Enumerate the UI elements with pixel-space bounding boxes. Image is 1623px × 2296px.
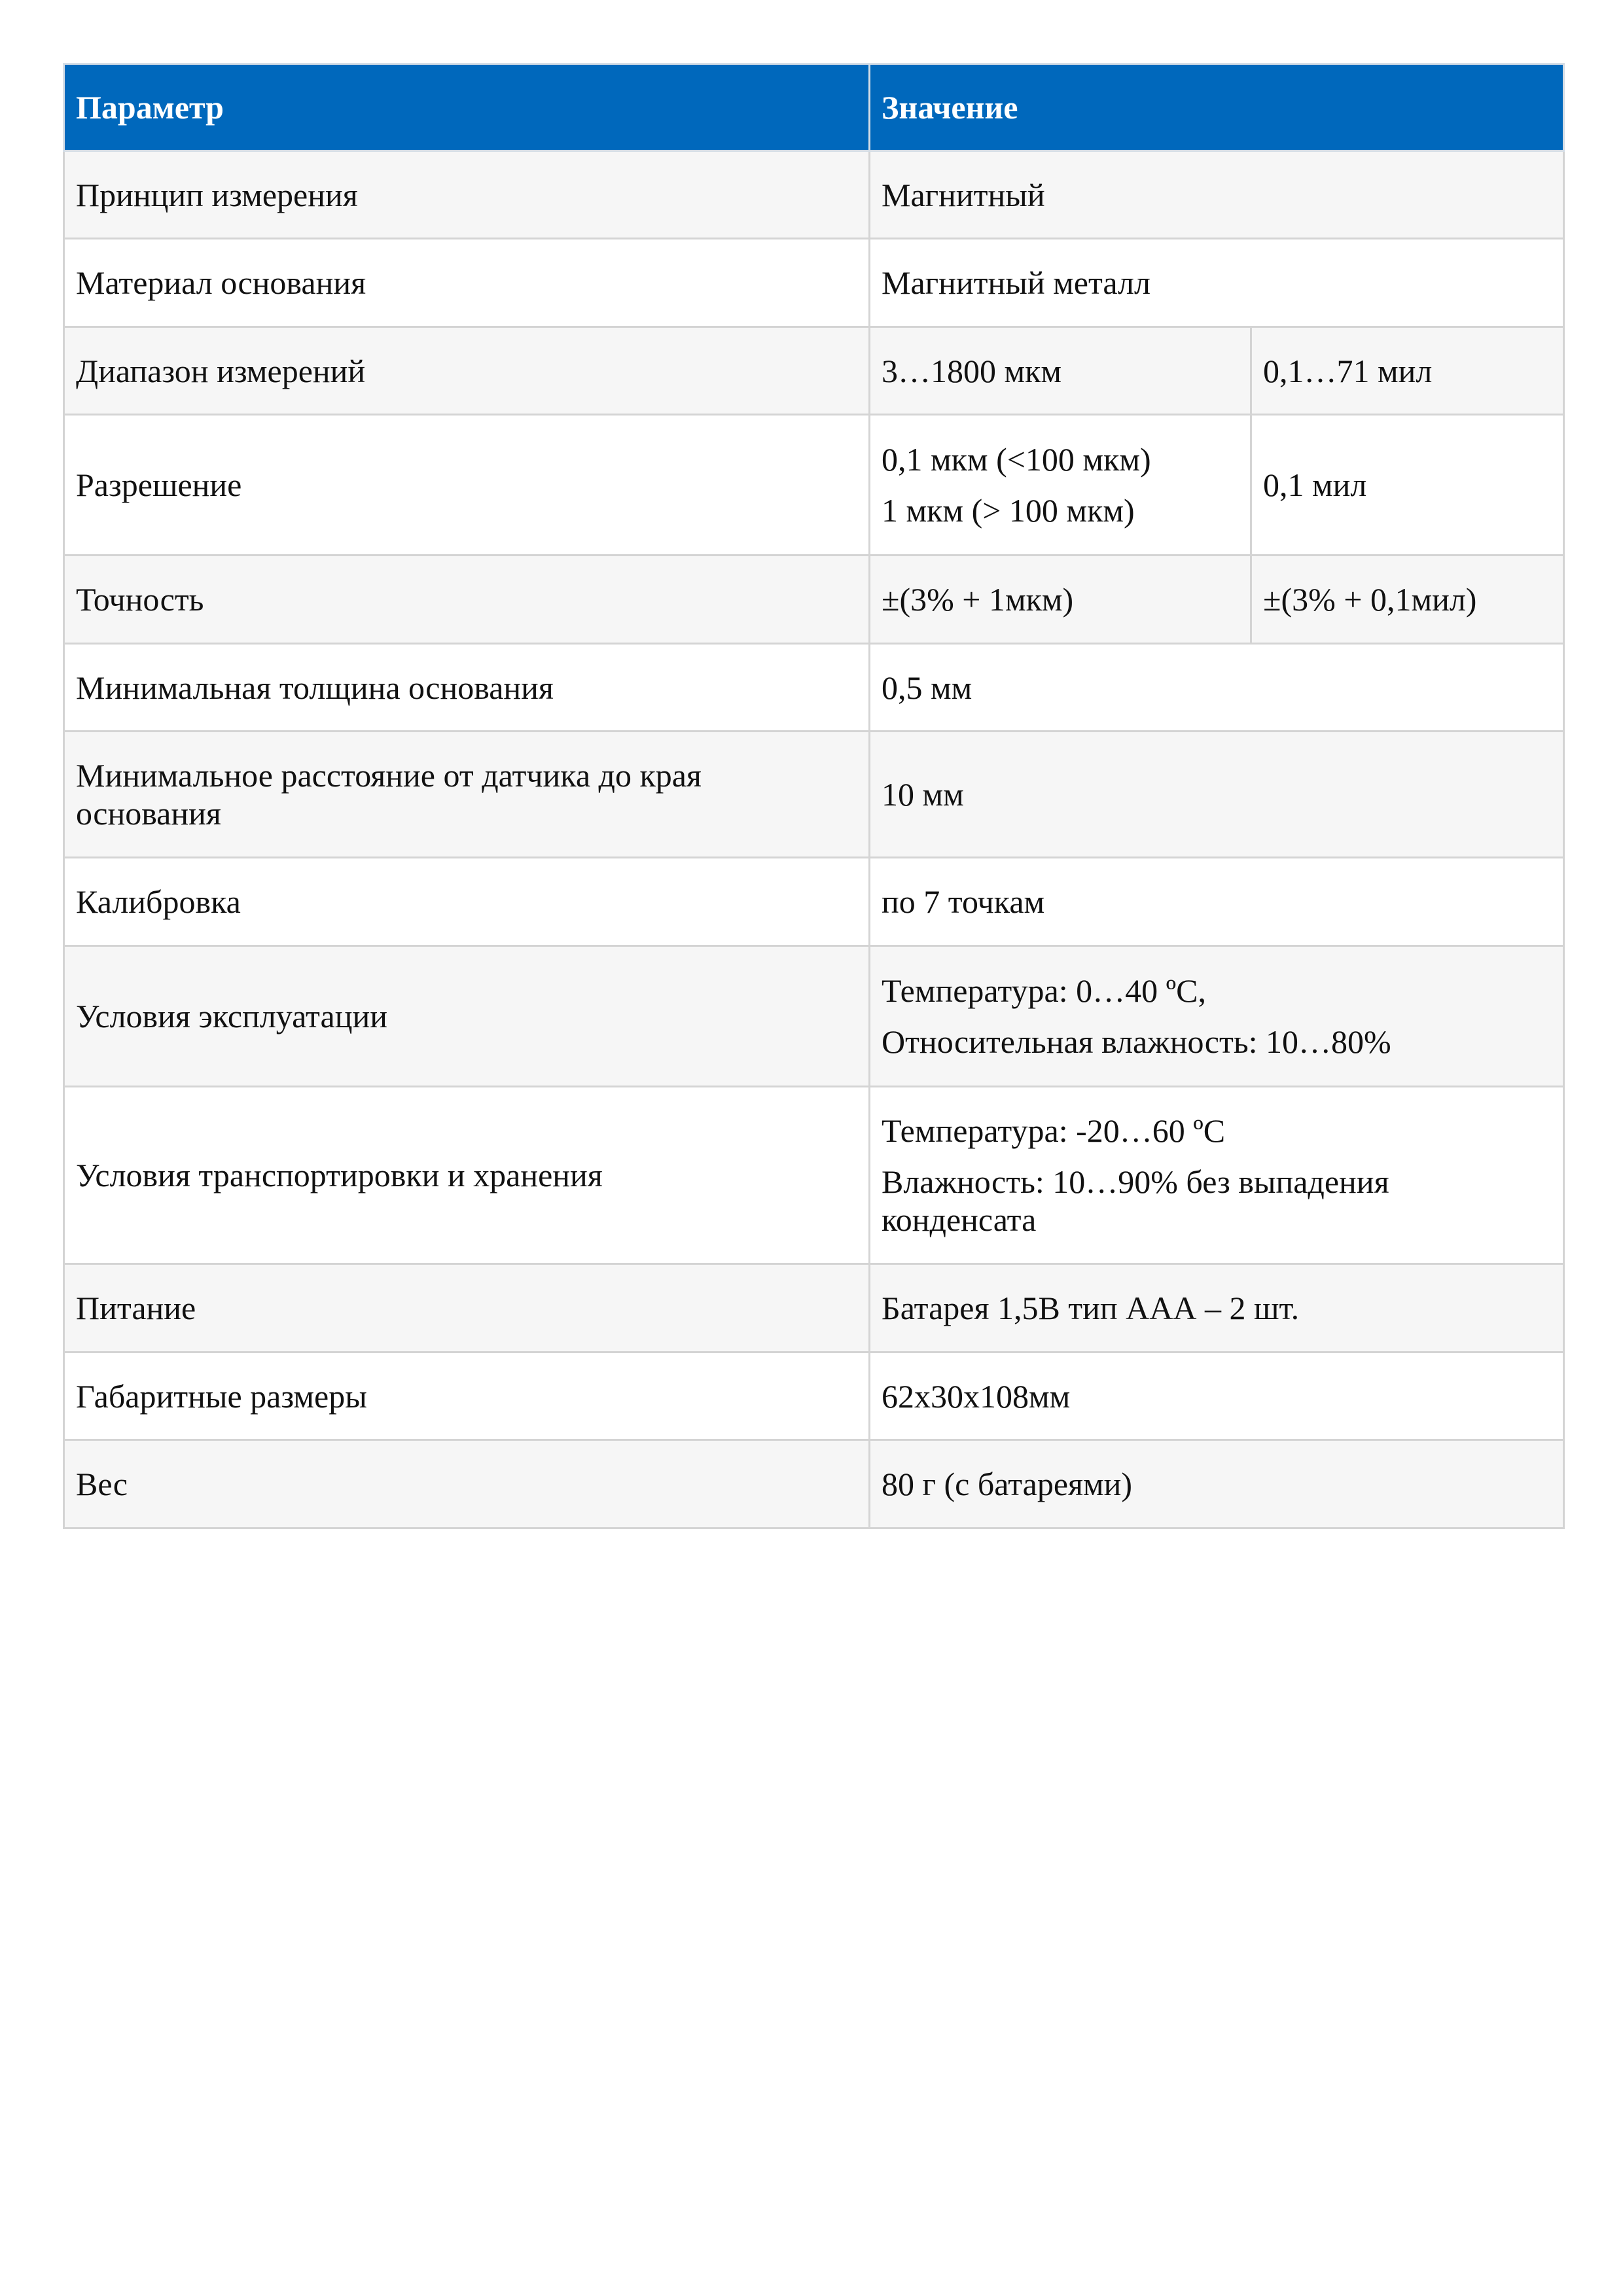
param-cell: Диапазон измерений	[64, 327, 870, 415]
value-cell: 80 г (с батареями)	[870, 1440, 1564, 1528]
header-parameter: Параметр	[64, 64, 870, 151]
table-row	[64, 415, 1564, 556]
table-row	[64, 556, 1564, 644]
table-header	[64, 64, 1564, 151]
value-cell	[870, 1087, 1564, 1264]
param-cell: Точность	[64, 556, 870, 644]
value-cell	[870, 946, 1564, 1087]
param-cell: Калибровка	[64, 858, 870, 946]
param-cell: Разрешение	[64, 415, 870, 556]
table-row	[64, 1264, 1564, 1352]
value-cell: по 7 точкам	[870, 858, 1564, 946]
param-cell: Питание	[64, 1264, 870, 1352]
value-line: Температура: -20…60 ºС	[882, 1112, 1226, 1149]
value-cell	[870, 415, 1251, 556]
value-cell: ±(3% + 1мкм)	[870, 556, 1251, 644]
param-cell: Вес	[64, 1440, 870, 1528]
table-row	[64, 1440, 1564, 1528]
param-cell: Минимальное расстояние от датчика до края основания	[64, 732, 870, 858]
param-cell: Условия эксплуатации	[64, 946, 870, 1087]
value-line: Температура: 0…40 ºС,	[882, 972, 1206, 1009]
value-cell-imperial: 0,1 мил	[1251, 415, 1564, 556]
value-line: 1 мкм (> 100 мкм)	[882, 492, 1135, 529]
value-line: Относительная влажность: 10…80%	[882, 1023, 1391, 1060]
value-cell: 10 мм	[870, 732, 1564, 858]
value-cell: Магнитный металл	[870, 239, 1564, 327]
value-cell: 3…1800 мкм	[870, 327, 1251, 415]
table-row	[64, 946, 1564, 1087]
param-cell: Минимальная толщина основания	[64, 644, 870, 732]
table-row	[64, 151, 1564, 239]
value-cell: Магнитный	[870, 151, 1564, 239]
value-cell-imperial: ±(3% + 0,1мил)	[1251, 556, 1564, 644]
value-cell: Батарея 1,5В тип ААА – 2 шт.	[870, 1264, 1564, 1352]
table-row	[64, 858, 1564, 946]
param-cell: Габаритные размеры	[64, 1352, 870, 1440]
param-cell: Условия транспортировки и хранения	[64, 1087, 870, 1264]
header-value: Значение	[870, 64, 1564, 151]
table-row	[64, 644, 1564, 732]
value-cell: 0,5 мм	[870, 644, 1564, 732]
param-cell: Принцип измерения	[64, 151, 870, 239]
value-line: 0,1 мкм (<100 мкм)	[882, 441, 1151, 478]
value-line: Влажность: 10…90% без выпадения конденсата	[882, 1163, 1389, 1238]
value-cell-imperial: 0,1…71 мил	[1251, 327, 1564, 415]
table-row	[64, 239, 1564, 327]
table-row	[64, 1352, 1564, 1440]
param-cell: Материал основания	[64, 239, 870, 327]
table-row	[64, 327, 1564, 415]
specifications-table	[63, 63, 1565, 1529]
value-cell: 62x30x108мм	[870, 1352, 1564, 1440]
table-row	[64, 1087, 1564, 1264]
table-row	[64, 732, 1564, 858]
